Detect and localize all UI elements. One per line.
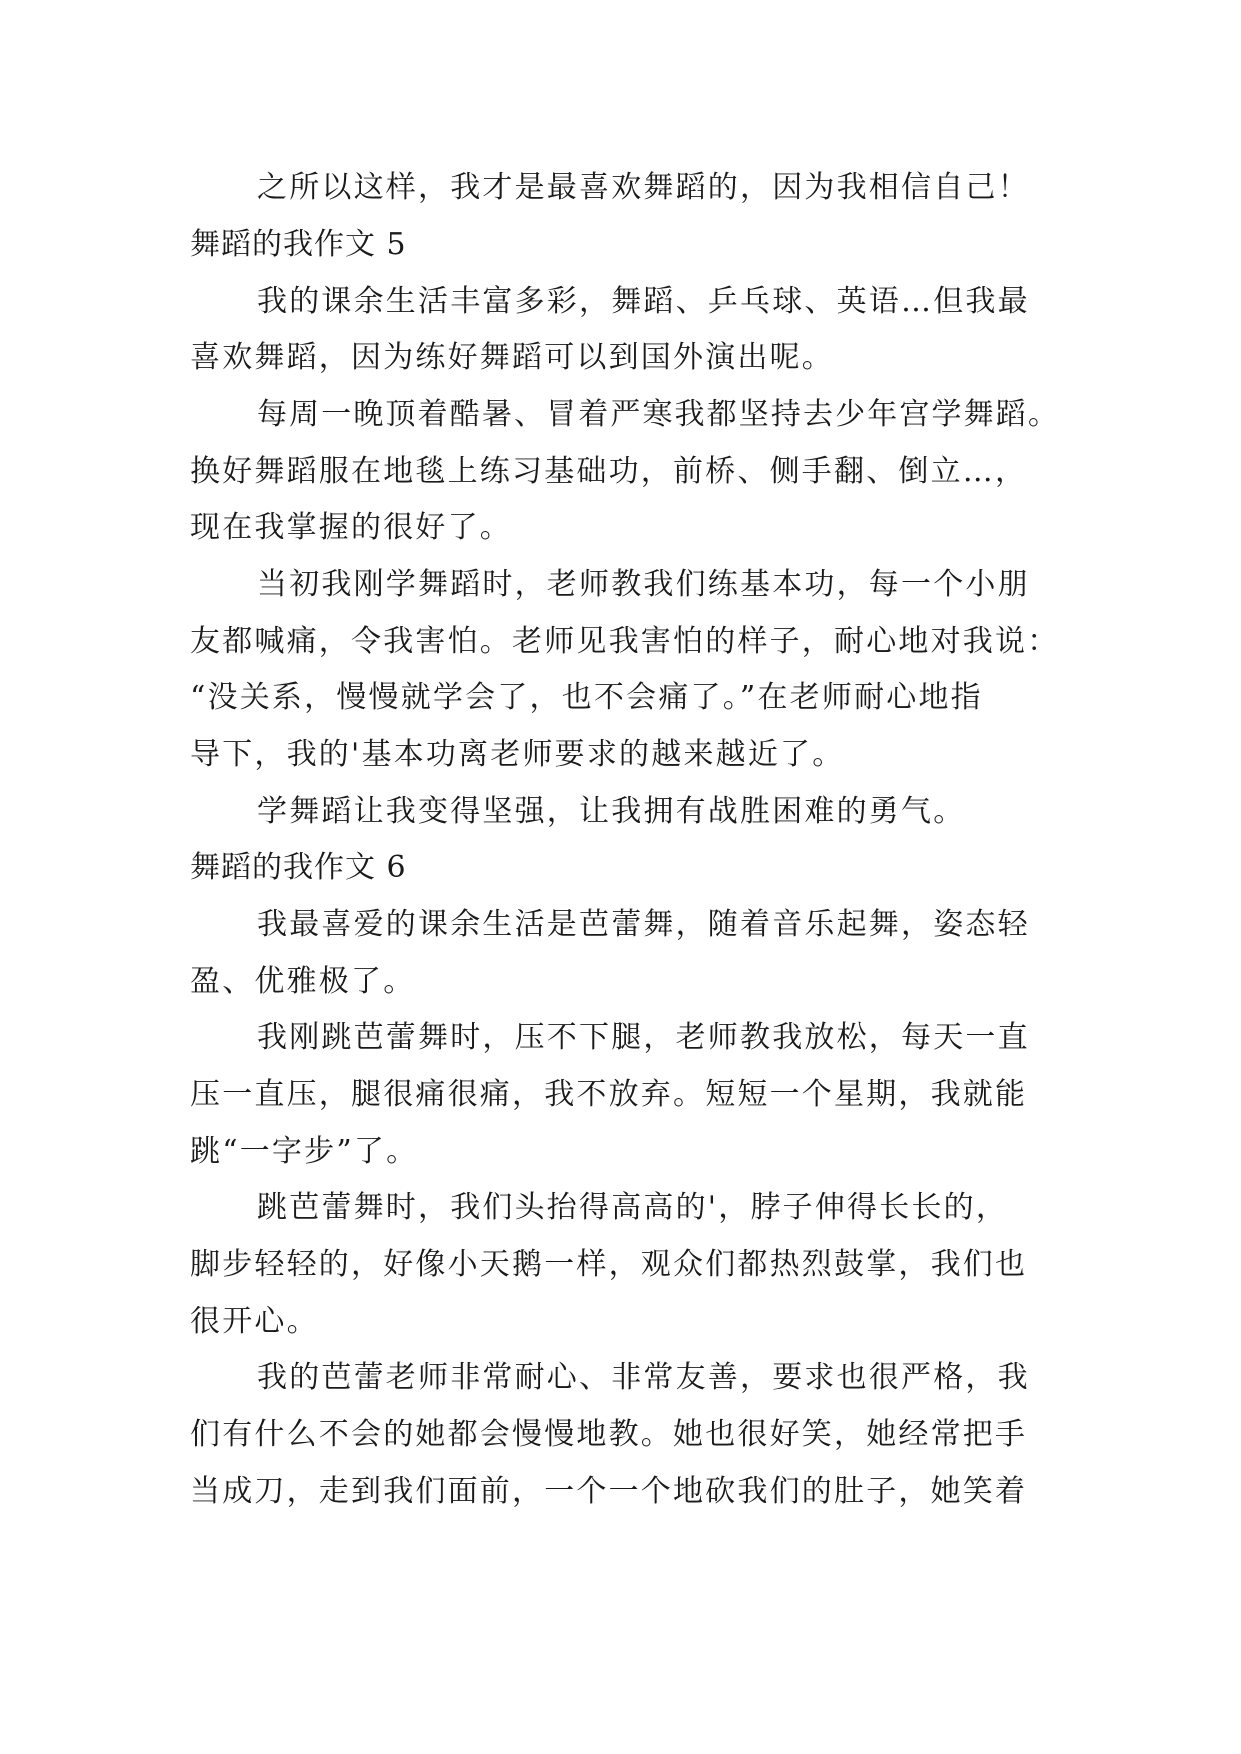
section-heading: 舞蹈的我作文 6 — [190, 850, 407, 885]
paragraph-line: 脚步轻轻的，好像小天鹅一样，观众们都热烈鼓掌，我们也 — [190, 1247, 1028, 1282]
paragraph-line: 压一直压，腿很痛很痛，我不放弃。短短一个星期，我就能 — [190, 1077, 1028, 1112]
paragraph-line: 跳芭蕾舞时，我们头抬得高高的'，脖子伸得长长的， — [257, 1190, 1009, 1225]
paragraph-line: 跳“一字步”了。 — [190, 1134, 419, 1169]
paragraph-line: “没关系，慢慢就学会了，也不会痛了。”在老师耐心地指 — [190, 680, 983, 715]
paragraph-line: 当初我刚学舞蹈时，老师教我们练基本功，每一个小朋 — [257, 567, 1030, 602]
paragraph-line: 喜欢舞蹈，因为练好舞蹈可以到国外演出呢。 — [190, 340, 834, 375]
paragraph-line: 导下，我的'基本功离老师要求的越来越近了。 — [190, 737, 845, 772]
paragraph-line: 我的芭蕾老师非常耐心、非常友善，要求也很严格，我 — [257, 1360, 1030, 1395]
paragraph-line: 学舞蹈让我变得坚强，让我拥有战胜困难的勇气。 — [257, 794, 966, 829]
section-heading: 舞蹈的我作文 5 — [190, 227, 407, 262]
paragraph-line: 当成刀，走到我们面前，一个一个地砍我们的肚子，她笑着 — [190, 1474, 1028, 1509]
paragraph-line: 每周一晚顶着酷暑、冒着严寒我都坚持去少年宫学舞蹈。 — [257, 397, 1060, 432]
paragraph-line: 换好舞蹈服在地毯上练习基础功，前桥、侧手翻、倒立…， — [190, 454, 1028, 489]
paragraph-line: 现在我掌握的很好了。 — [190, 510, 512, 545]
paragraph-line: 之所以这样，我才是最喜欢舞蹈的，因为我相信自己！ — [257, 170, 1030, 205]
paragraph-line: 盈、优雅极了。 — [190, 964, 416, 999]
paragraph-line: 我刚跳芭蕾舞时，压不下腿，老师教我放松，每天一直 — [257, 1020, 1030, 1055]
paragraph-line: 我最喜爱的课余生活是芭蕾舞，随着音乐起舞，姿态轻 — [257, 907, 1030, 942]
paragraph-line: 很开心。 — [190, 1304, 319, 1339]
paragraph-line: 友都喊痛，令我害怕。老师见我害怕的样子，耐心地对我说： — [190, 624, 1060, 659]
paragraph-line: 我的课余生活丰富多彩，舞蹈、乒乓球、英语…但我最 — [257, 284, 1030, 319]
paragraph-line: 们有什么不会的她都会慢慢地教。她也很好笑，她经常把手 — [190, 1417, 1028, 1452]
